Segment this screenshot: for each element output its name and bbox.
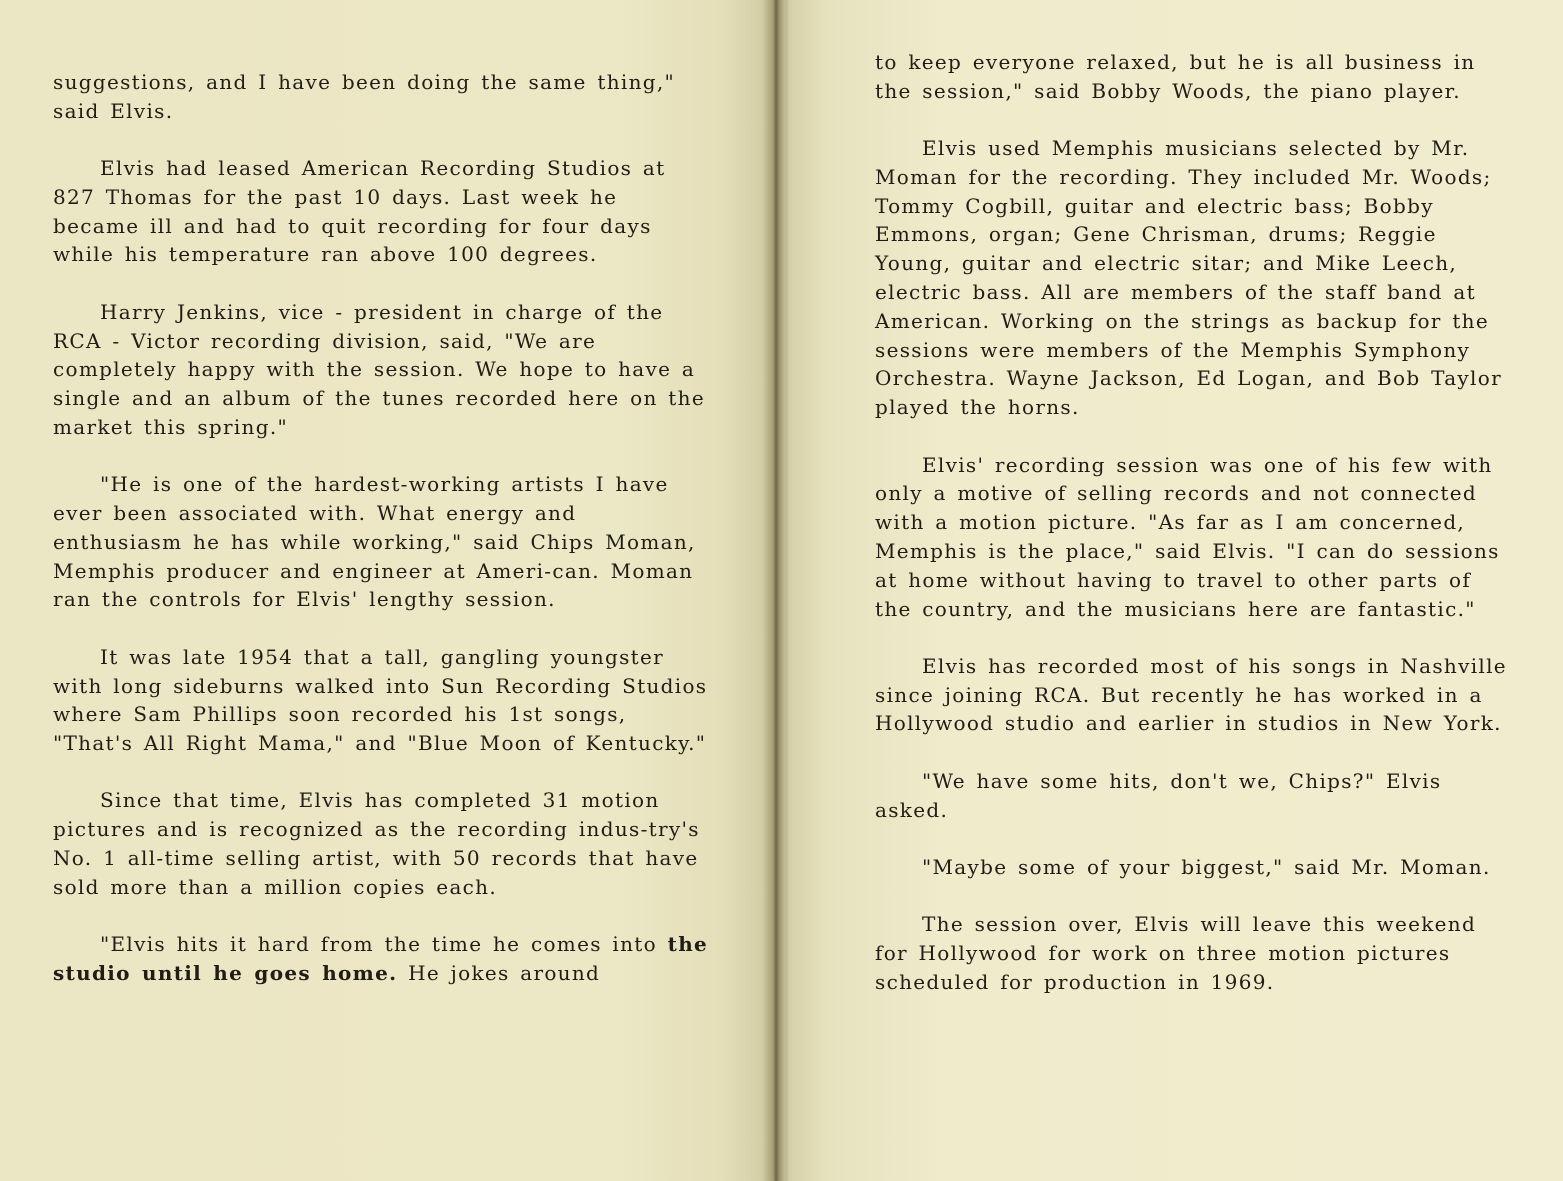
right-paragraph-7: The session over, Elvis will leave this weekend for Hollywood for work on three motion pictures scheduled for production in 1969. — [875, 912, 1477, 994]
left-paragraph-7-start: "Elvis hits it hard from the time he comes into — [100, 932, 668, 957]
right-paragraph-6: "Maybe some of your biggest," said Mr. Moman. — [922, 854, 1491, 879]
left-paragraph-5: It was late 1954 that a tall, gangling youngster with long sideburns walked into Sun Recording Studios where Sam Phillips soon recorded his 1st songs, "That's All Right Mama," and "Blue Moon of Kentucky." — [53, 644, 708, 756]
left-paragraph-7-bold: the studio until he goes home. — [53, 932, 709, 985]
right-paragraph-1: to keep everyone relaxed, but he is all business in the session," said Bobby Woods, the piano player. — [875, 50, 1476, 103]
right-paragraph-4: Elvis has recorded most of his songs in Nashville since joining RCA. But recently he has worked in a Hollywood studio and earlier in studios in New York. — [875, 653, 1507, 736]
left-paragraph-2: Elvis had leased American Recording Studios at 827 Thomas for the past 10 days. Last week he became ill and had to quit recording for four days while his temperature ran above 100 degrees. — [53, 156, 666, 267]
left-paragraph-7 — [53, 930, 713, 988]
left-paragraph-1: suggestions, and I have been doing the same thing," said Elvis. — [53, 70, 676, 123]
left-paragraph-6: Since that time, Elvis has completed 31 motion pictures and is recognized as the recording indus-try's No. 1 all-time selling artist, with 50 records that have sold more than a million copies each. — [53, 788, 700, 899]
left-page-text — [53, 68, 713, 1016]
book-gutter — [762, 0, 790, 1181]
left-paragraph-4: "He is one of the hardest-working artists I have ever been associated with. What energy and enthusiasm he has while working," said Chips Moman, Memphis producer and engineer at Ameri-can. Moman ran the controls for Elvis' lengthy session. — [53, 472, 696, 612]
right-paragraph-5: "We have some hits, don't we, Chips?" Elvis asked. — [875, 768, 1442, 822]
right-page-text — [875, 48, 1515, 1025]
right-page — [785, 0, 1563, 1181]
right-paragraph-2: Elvis used Memphis musicians selected by Mr. Moman for the recording. They included Mr. Woods; Tommy Cogbill, guitar and electric bass; Bobby Emmons, organ; Gene Chrisman, drums; Reggie Young, guitar and electric sitar; and Mike Leech, electric bass. All are members of the staff band at American. Working on the strings as backup for the sessions were members of the Memphis Symphony Orchestra. Wayne Jackson, Ed Logan, and Bob Taylor played the horns. — [875, 136, 1502, 420]
right-paragraph-3: Elvis' recording session was one of his few with only a motive of selling records and not connected with a motion picture. "As far as I am concerned, Memphis is the place," said Elvis. "I can do sessions at home without having to travel to other parts of the country, and the musicians here are fantastic." — [875, 452, 1500, 621]
left-paragraph-3: Harry Jenkins, vice - president in charge of the RCA - Victor recording division, said, "We are completely happy with the session. We hope to have a single and an album of the tunes recorded here on the market this spring." — [53, 299, 705, 439]
left-paragraph-7-end: He jokes around — [397, 960, 601, 985]
left-page — [0, 0, 775, 1181]
